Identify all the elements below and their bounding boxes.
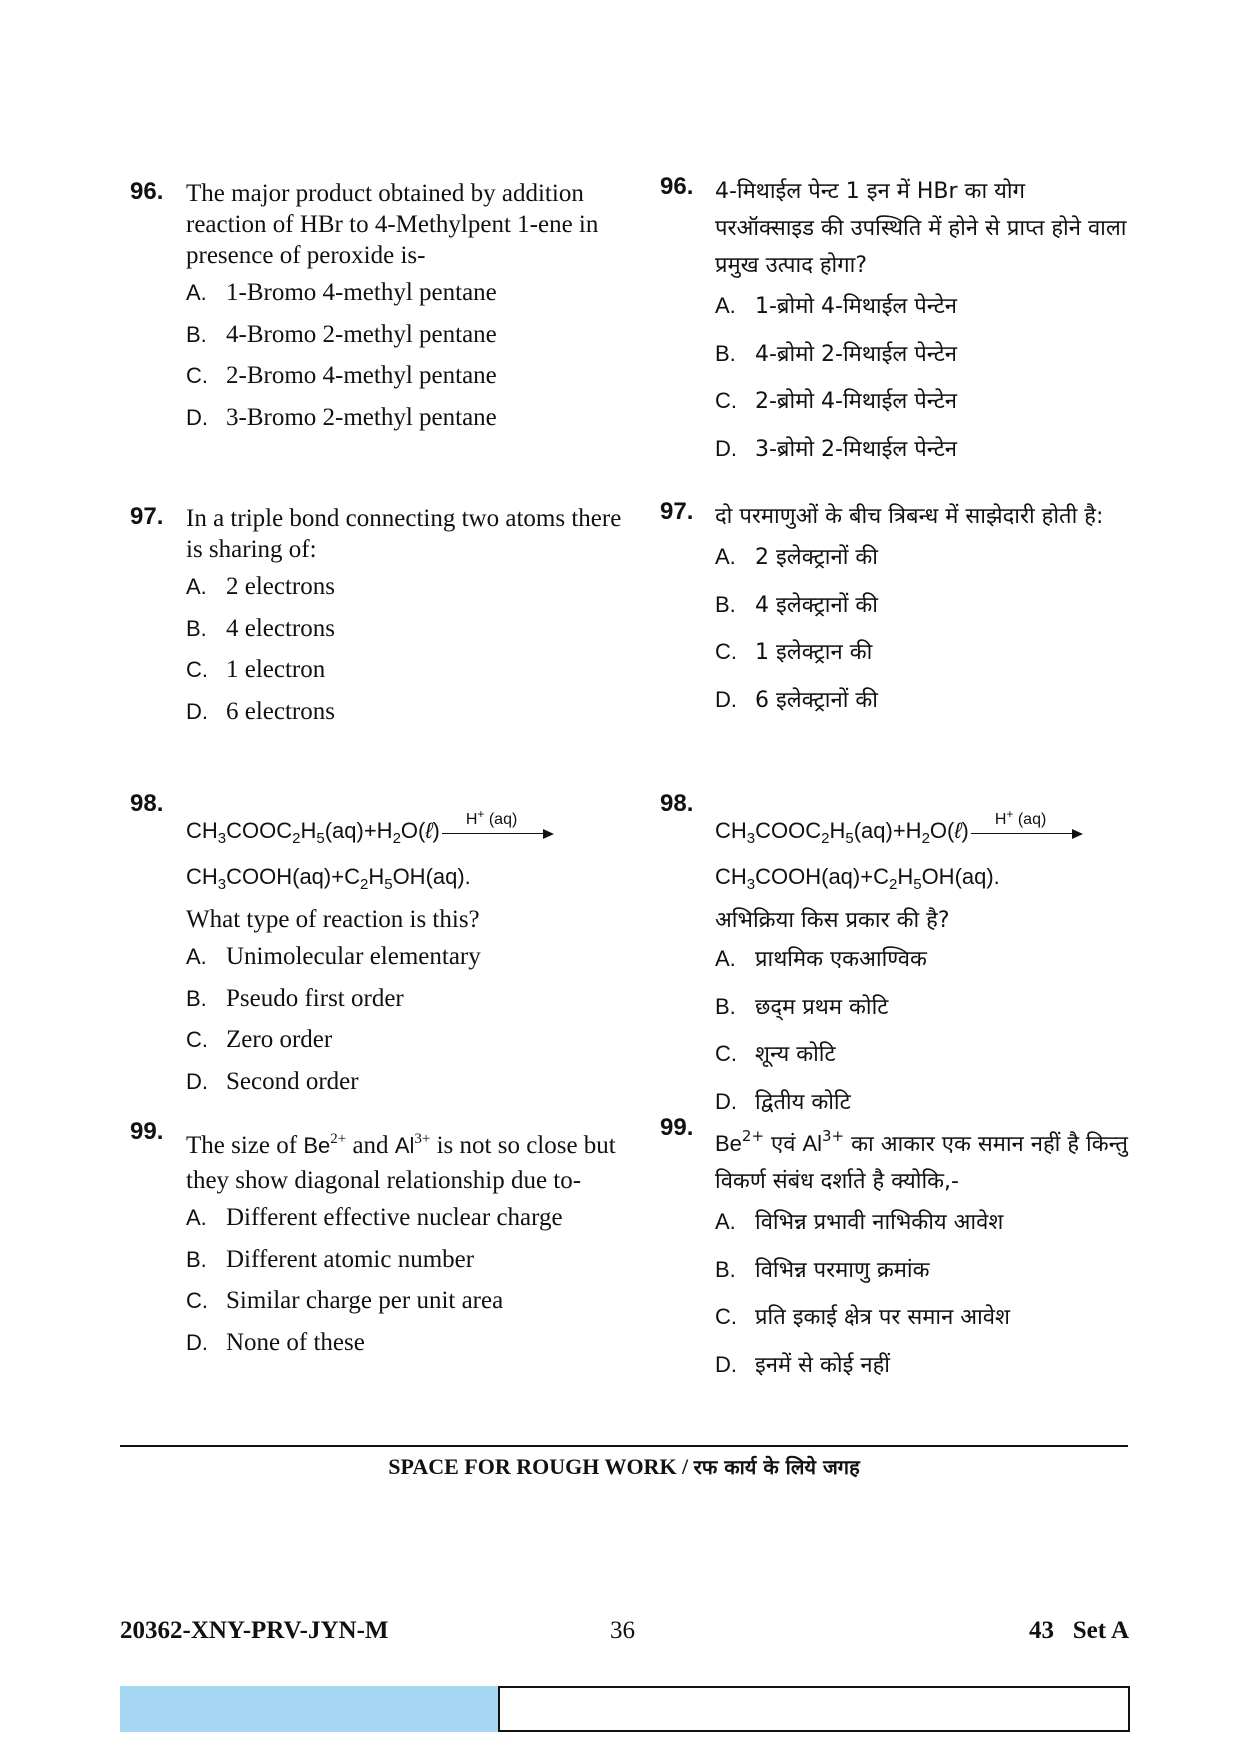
question-number: 97. [130, 503, 164, 530]
option-text: Similar charge per unit area [226, 1287, 504, 1314]
option-d [186, 404, 630, 446]
option-a [186, 943, 630, 985]
reaction-equation-line-2: $CH_3COOH(aq)+C_2H_5OH(aq)$. [186, 864, 471, 893]
question-number: 99. [660, 1114, 694, 1141]
option-text: 4-Bromo 2-methyl pentane [226, 320, 497, 348]
option-letter: C. [715, 1041, 737, 1066]
option-c [715, 385, 1130, 433]
option-letter: B. [715, 340, 736, 366]
option-letter: C. [186, 363, 208, 388]
option-letter: D. [715, 1088, 737, 1114]
footer-outline-box [498, 1686, 1130, 1732]
option-b [186, 1246, 630, 1288]
option-c [715, 636, 1130, 684]
option-letter: D. [715, 1351, 737, 1377]
option-text: Unimolecular elementary [226, 943, 481, 970]
option-b [715, 589, 1130, 637]
option-letter: D. [715, 435, 737, 461]
option-text: Pseudo first order [226, 984, 404, 1012]
option-text: शून्य कोटि [755, 1042, 836, 1067]
option-text: None of these [226, 1328, 365, 1356]
option-letter: A. [715, 1209, 736, 1234]
option-letter: D. [186, 1329, 208, 1355]
option-c [186, 1287, 630, 1329]
option-letter: A. [715, 946, 736, 971]
options [715, 943, 1130, 1133]
question-text: The size of $Be^{2+}$ and $Al^{3+}$ is not so close but they show diagonal relationship due to- [186, 1131, 616, 1194]
question-body [186, 790, 630, 935]
option-text: 6 electrons [226, 697, 335, 725]
option-d [186, 698, 630, 740]
option-text: 3-ब्रोमो 2-मिथाईल पेन्टेन [755, 436, 958, 462]
option-letter: C. [715, 1304, 737, 1329]
question-98-en [130, 790, 630, 1109]
question-text: दो परमाणुओं के बीच त्रिबन्ध में साझेदारी होती है: [715, 504, 1104, 529]
option-letter: B. [715, 993, 736, 1019]
question-text: $Be^{2+}$ एवं $Al^{3+}$ का आकार एक समान नहीं है किन्तु विकर्ण संबंध दर्शाते है क्योकि,- [715, 1127, 1128, 1194]
question-number: 98. [130, 790, 164, 817]
option-text: Zero order [226, 1026, 333, 1053]
reaction-equation-line-1: $CH_3COOC_2H_5(aq)+H_2O(\ell)$ H+ (aq) [715, 812, 1130, 858]
option-letter: D. [186, 698, 208, 724]
option-letter: B. [186, 1246, 207, 1272]
question-body [715, 790, 1130, 937]
options [186, 279, 630, 445]
option-d [186, 1068, 630, 1110]
question-98-hi [660, 790, 1130, 1133]
option-c [715, 1301, 1130, 1349]
option-a [186, 279, 630, 321]
options [715, 290, 1130, 480]
option-text: Different effective nuclear charge [226, 1204, 563, 1231]
option-letter: A. [186, 1205, 207, 1230]
option-text: Different atomic number [226, 1245, 475, 1273]
option-letter: C. [186, 657, 208, 682]
option-a [186, 1204, 630, 1246]
options [715, 1206, 1130, 1396]
question-text: The major product obtained by addition reaction of HBr to 4-Methylpent 1-ene in presence of peroxide is- [186, 180, 599, 269]
option-letter: A. [186, 944, 207, 969]
options [186, 943, 630, 1109]
options [186, 573, 630, 739]
option-text: विभिन्न प्रभावी नाभिकीय आवेश [755, 1210, 1004, 1235]
option-text: 4-ब्रोमो 2-मिथाईल पेन्टेन [755, 341, 958, 367]
option-d [186, 1329, 630, 1371]
question-number: 96. [660, 173, 694, 200]
option-b [186, 985, 630, 1027]
catalyst-label: H+ (aq) [994, 807, 1047, 828]
question-number: 99. [130, 1118, 164, 1145]
option-letter: D. [186, 404, 208, 430]
question-text: What type of reaction is this? [186, 906, 480, 933]
option-letter: C. [715, 639, 737, 664]
question-number: 98. [660, 790, 694, 817]
option-a [186, 573, 630, 615]
option-letter: D. [186, 1068, 208, 1094]
reaction-arrow [442, 807, 552, 834]
catalyst-label: H+ (aq) [465, 807, 518, 828]
option-letter: D. [715, 686, 737, 712]
question-96-en [130, 178, 630, 445]
option-letter: B. [186, 985, 207, 1011]
option-c [186, 362, 630, 404]
option-text: 1-ब्रोमो 4-मिथाईल पेन्टेन [755, 294, 958, 319]
question-text: अभिक्रिया किस प्रकार की है? [715, 908, 950, 933]
option-b [715, 1254, 1130, 1302]
question-97-en [130, 503, 630, 739]
option-text: द्वितीय कोटि [755, 1089, 851, 1115]
reaction-arrow [971, 807, 1081, 834]
option-text: 2 electrons [226, 573, 335, 600]
option-text: प्राथमिक एकआण्विक [755, 947, 927, 972]
option-a [715, 943, 1130, 991]
option-text: Second order [226, 1067, 359, 1095]
option-d [715, 433, 1130, 481]
option-text: 3-Bromo 2-methyl pentane [226, 403, 497, 431]
rough-work-divider [120, 1445, 1128, 1447]
option-text: इनमें से कोई नहीं [755, 1352, 891, 1378]
option-text: 6 इलेक्ट्रानों की [755, 687, 878, 713]
paper-code: 20362-XNY-PRV-JYN-M [120, 1617, 389, 1644]
question-96-hi [660, 173, 1130, 480]
reaction-equation-line-2: $CH_3COOH(aq)+C_2H_5OH(aq)$. [715, 864, 1000, 893]
option-letter: B. [186, 615, 207, 641]
option-letter: A. [186, 574, 207, 599]
option-letter: C. [715, 388, 737, 413]
option-text: 1 electron [226, 656, 326, 683]
option-letter: C. [186, 1027, 208, 1052]
page-number: 36 [610, 1617, 635, 1644]
option-text: प्रति इकाई क्षेत्र पर समान आवेश [755, 1305, 1010, 1330]
option-text: विभिन्न परमाणु क्रमांक [755, 1257, 930, 1283]
option-letter: B. [186, 321, 207, 347]
option-letter: A. [186, 280, 207, 305]
options [186, 1204, 630, 1370]
option-d [715, 684, 1130, 732]
option-b [186, 321, 630, 363]
option-text: 1-Bromo 4-methyl pentane [226, 279, 497, 306]
option-text: 2-ब्रोमो 4-मिथाईल पेन्टेन [755, 389, 958, 414]
option-b [715, 338, 1130, 386]
option-c [715, 1038, 1130, 1086]
option-letter: A. [715, 293, 736, 318]
reaction-equation-line-1: $CH_3COOC_2H_5(aq)+H_2O(\ell)$ H+ (aq) [186, 812, 630, 858]
option-c [186, 656, 630, 698]
question-number: 97. [660, 498, 694, 525]
option-c [186, 1026, 630, 1068]
question-97-hi [660, 498, 1130, 731]
option-letter: C. [186, 1288, 208, 1313]
option-text: छद्‌म प्रथम कोटि [755, 994, 889, 1020]
question-text: In a triple bond connecting two atoms there is sharing of: [186, 505, 622, 563]
option-a [715, 1206, 1130, 1254]
option-text: 4 इलेक्ट्रानों की [755, 592, 878, 618]
option-text: 2 इलेक्ट्रानों की [755, 545, 878, 570]
option-text: 2-Bromo 4-methyl pentane [226, 362, 497, 389]
option-b [715, 991, 1130, 1039]
options [715, 541, 1130, 731]
question-text: 4-मिथाईल पेन्ट 1 इन में HBr का योग परऑक्साइड की उपस्थिति में होने से प्राप्त होने वाला प्रमुख उत्पाद होगा? [715, 179, 1127, 278]
rough-work-label: SPACE FOR ROUGH WORK / रफ कार्य के लिये जगह [388, 1454, 860, 1479]
question-99-en [130, 1118, 630, 1370]
set-label: 43 Set A [1029, 1617, 1129, 1644]
option-text: 1 इलेक्ट्रान की [755, 640, 873, 665]
question-99-hi [660, 1114, 1130, 1396]
footer-color-bar [120, 1686, 498, 1732]
option-a [715, 541, 1130, 589]
option-letter: B. [715, 591, 736, 617]
option-text: 4 electrons [226, 614, 335, 642]
option-letter: A. [715, 544, 736, 569]
question-number: 96. [130, 178, 164, 205]
option-a [715, 290, 1130, 338]
option-b [186, 615, 630, 657]
option-d [715, 1349, 1130, 1397]
option-letter: B. [715, 1256, 736, 1282]
